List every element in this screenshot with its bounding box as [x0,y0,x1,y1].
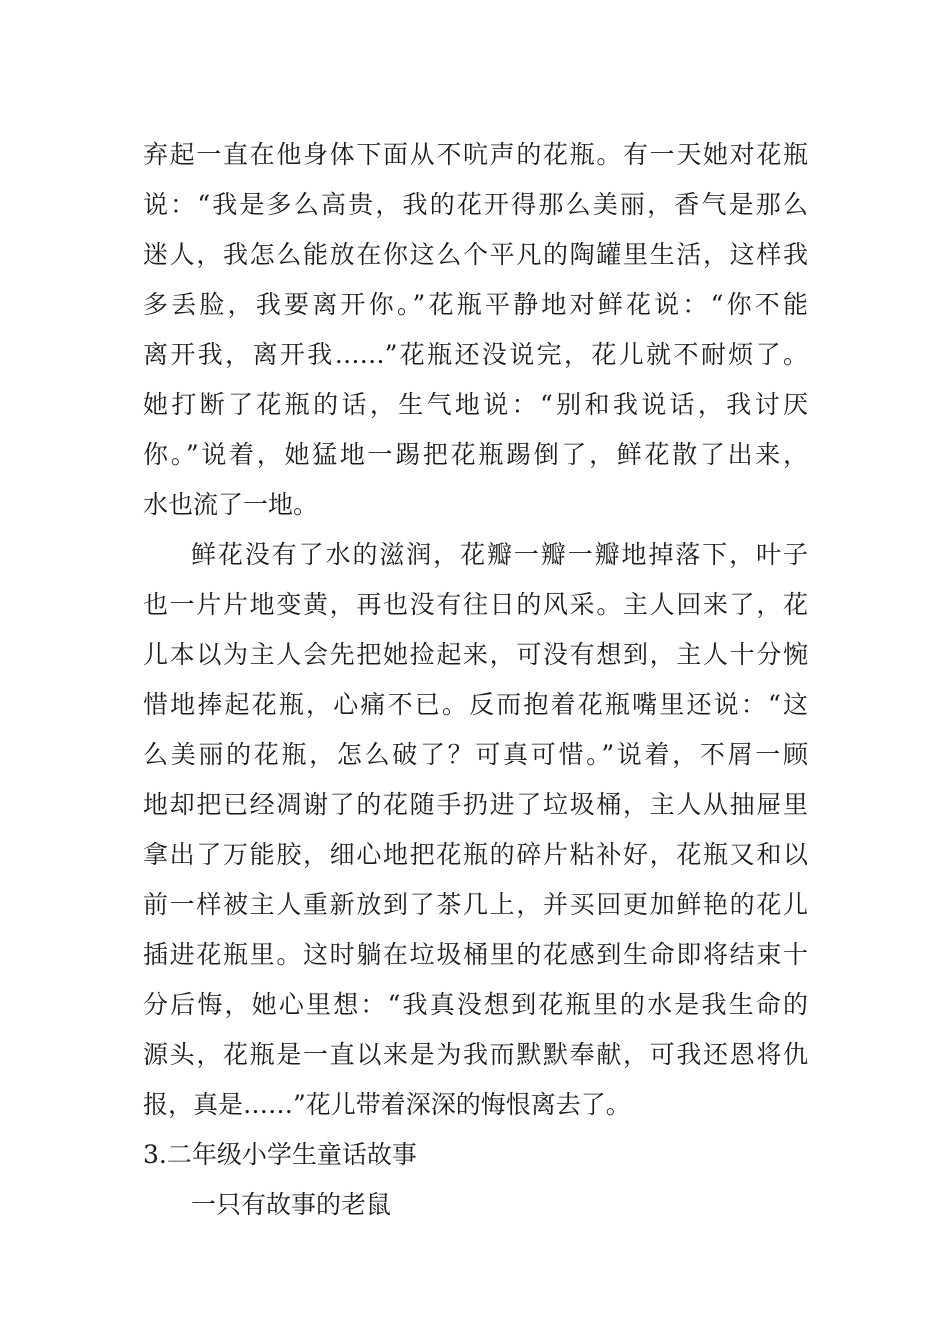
paragraph-line: 也一片片地变黄，再也没有往日的风采。主人回来了，花 [143,590,808,619]
paragraph-line: 迷人，我怎么能放在你这么个平凡的陶罐里生活，这样我 [143,240,808,269]
paragraph-2 [143,530,808,1130]
paragraph-line: 惜地捧起花瓶，心痛不已。反而抱着花瓶嘴里还说：“这 [143,690,808,719]
paragraph-line: 源头，花瓶是一直以来是为我而默默奉献，可我还恩将仇 [143,1040,808,1069]
paragraph-line: 报，真是……”花儿带着深深的悔恨离去了。 [143,1090,631,1119]
paragraph-line: 离开我，离开我……”花瓶还没说完，花儿就不耐烦了。 [143,340,808,369]
paragraph-line: 弃起一直在他身体下面从不吭声的花瓶。有一天她对花瓶 [143,140,808,169]
paragraph-line: 鲜花没有了水的滋润，花瓣一瓣一瓣地掉落下，叶子 [191,540,808,569]
story-title: 一只有故事的老鼠 [191,1190,392,1219]
paragraph-line: 儿本以为主人会先把她捡起来，可没有想到，主人十分惋 [143,640,808,669]
paragraph-line: 多丢脸，我要离开你。”花瓶平静地对鲜花说：“你不能 [143,290,808,319]
paragraph-line: 你。”说着，她猛地一踢把花瓶踢倒了，鲜花散了出来， [143,440,808,469]
paragraph-line: 地却把已经凋谢了的花随手扔进了垃圾桶，主人从抽屉里 [143,790,808,819]
paragraph-line: 拿出了万能胶，细心地把花瓶的碎片粘补好，花瓶又和以 [143,840,808,869]
paragraph-line: 么美丽的花瓶，怎么破了？可真可惜。”说着，不屑一顾 [143,740,808,769]
paragraph-line: 水也流了一地。 [143,490,319,519]
paragraph-line: 插进花瓶里。这时躺在垃圾桶里的花感到生命即将结束十 [143,940,808,969]
document-body [143,130,808,1230]
paragraph-line: 说：“我是多么高贵，我的花开得那么美丽，香气是那么 [143,190,808,219]
paragraph-line: 分后悔，她心里想：“我真没想到花瓶里的水是我生命的 [143,990,808,1019]
section-heading: 3.二年级小学生童话故事 [143,1140,417,1169]
paragraph-line: 前一样被主人重新放到了茶几上，并买回更加鲜艳的花儿 [143,890,808,919]
paragraph-1 [143,130,808,530]
paragraph-line: 她打断了花瓶的话，生气地说：“别和我说话，我讨厌 [143,390,808,419]
